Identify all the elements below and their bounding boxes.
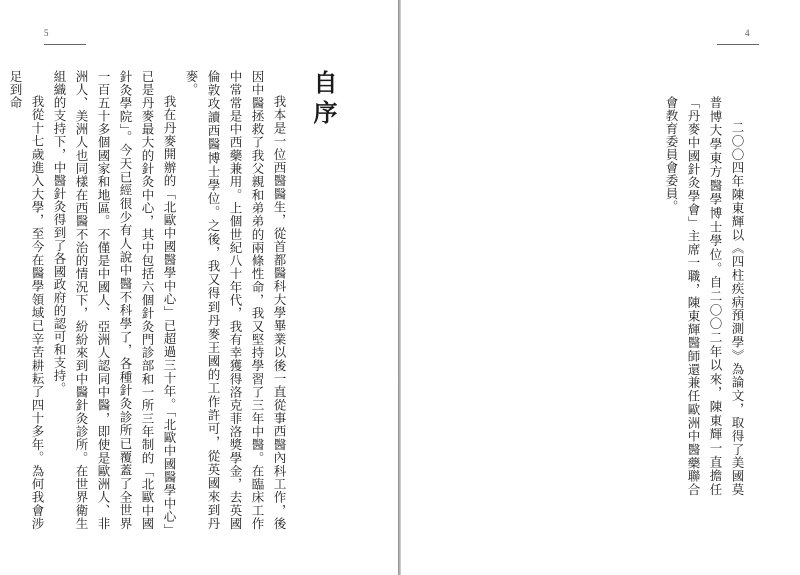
page-number: 5 xyxy=(44,28,49,38)
paragraph: 我從十七歲進入大學，至今在醫學領域已辛苦耕耘了四十多年。為何我會涉足到命 xyxy=(8,70,45,530)
page-number: 4 xyxy=(745,28,750,38)
header-rule xyxy=(717,44,759,45)
paragraph: 二〇〇四年陳東輝以《四柱疾病預測學》為論文，取得了美國莫普博大學東方醫學博士學位。自二〇〇二年以來，陳東輝一直擔任「丹麥中國針灸學會」主席一職，陳東輝醫師還兼任歐洲中醫藥聯合會教育委員會委員。 xyxy=(664,96,745,496)
paragraph: 我在丹麥開辦的「北歐中國醫學中心」已超過三十年。「北歐中國醫學中心」已是丹麥最大的針灸中心，其中包括六個針灸門診部和一所三年制的「北歐中國針灸學院」。今天已經很少有人說中醫不科學了，各種針灸診所已覆蓋了全世界一百五十多個國家和地區。不僅是中國人、亞洲人認同中醫，即使是歐洲人、非洲人、美洲人也同樣在西醫不治的情況下，紛紛來到中醫針灸診所。在世界衛生組織的支持下，中醫針灸得到了各國政府的認可和支持。 xyxy=(52,70,177,530)
right-page xyxy=(401,0,800,575)
author-bio-body xyxy=(660,96,748,496)
left-page xyxy=(0,0,398,575)
chapter-title: 自序 xyxy=(309,70,338,130)
header-rule xyxy=(44,44,86,45)
paragraph: 我本是一位西醫醫生，從首都醫科大學畢業以後一直從事西醫內科工作，後因中醫拯救了我父親和弟弟的兩條性命，我又堅持學習了三年中醫。在臨床工作中常常是中西藥兼用。上個世紀八十年代，我有幸獲得洛克菲洛獎學金，去英國倫敦攻讀西醫博士學位。之後，我又得到丹麥王國的工作許可，從英國來到丹麥。 xyxy=(184,70,287,530)
preface-body xyxy=(4,70,340,530)
